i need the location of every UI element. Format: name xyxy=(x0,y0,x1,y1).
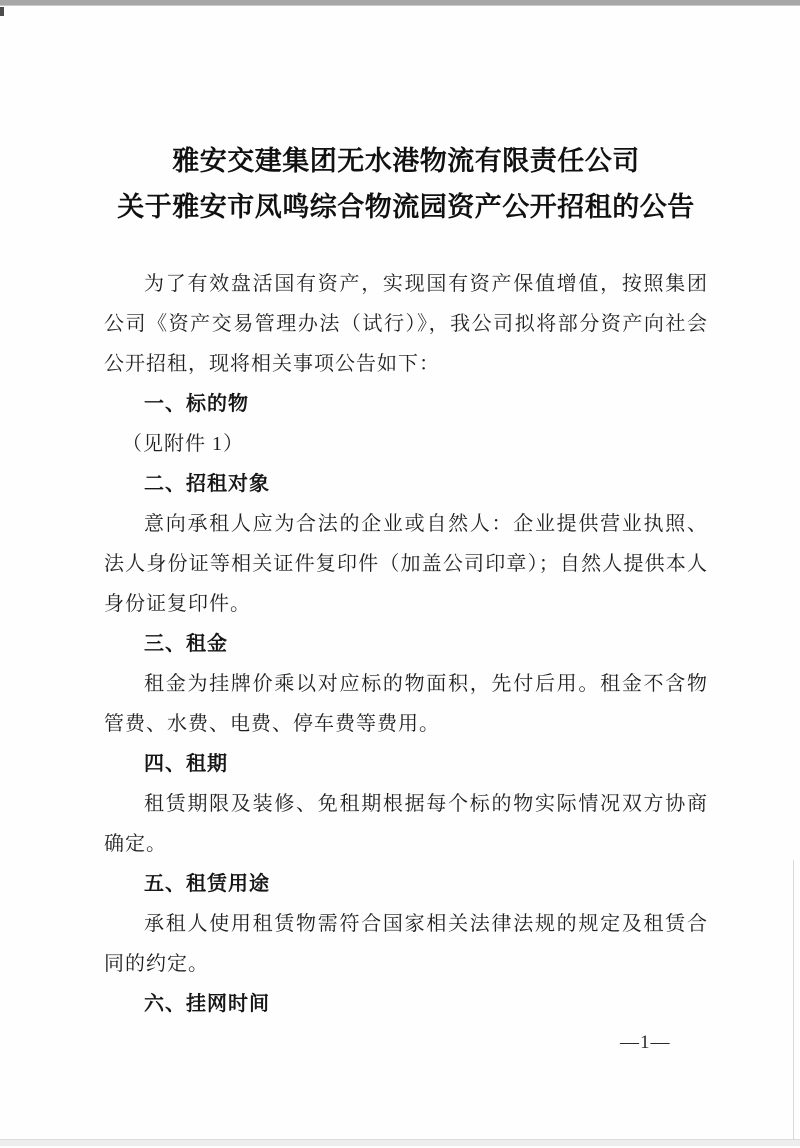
document-body xyxy=(104,138,708,1024)
section-body-2-tenant-eligibility: 意向承租人应为合法的企业或自然人：企业提供营业执照、法人身份证等相关证件复印件（加盖公司印章）；自然人提供本人身份证复印件。 xyxy=(104,513,708,615)
section-heading-1-subject: 一、标的物 xyxy=(144,393,249,415)
title-line-2: 关于雅安市凤鸣综合物流园资产公开招租的公告 xyxy=(117,192,695,222)
page-number: —1— xyxy=(620,1032,671,1053)
section-body-5-lease-use: 承租人使用租赁物需符合国家相关法律法规的规定及租赁合同的约定。 xyxy=(104,913,708,975)
scan-artifact-left-notch xyxy=(0,7,4,16)
document-title xyxy=(104,138,708,230)
announcement-text xyxy=(104,264,708,1024)
section-body-4-lease-term: 租赁期限及装修、免租期根据每个标的物实际情况双方协商确定。 xyxy=(104,793,708,855)
section-heading-3-rent: 三、租金 xyxy=(144,633,228,655)
intro-paragraph: 为了有效盘活国有资产，实现国有资产保值增值，按照集团公司《资产交易管理办法（试行）》，我公司拟将部分资产向社会公开招租，现将相关事项公告如下： xyxy=(104,273,708,375)
section-body-1-attachment-reference: （见附件 1） xyxy=(122,433,244,455)
scan-artifact-bottom-strip xyxy=(0,1139,800,1146)
section-heading-4-lease-term: 四、租期 xyxy=(144,753,228,775)
section-heading-6-listing-time: 六、挂网时间 xyxy=(144,993,270,1015)
scan-artifact-right-line xyxy=(793,860,794,1140)
scan-artifact-top-strip xyxy=(0,0,800,6)
title-line-1: 雅安交建集团无水港物流有限责任公司 xyxy=(172,146,640,176)
section-body-3-rent: 租金为挂牌价乘以对应标的物面积，先付后用。租金不含物管费、水费、电费、停车费等费用。 xyxy=(104,673,708,735)
section-heading-2-tenant-eligibility: 二、招租对象 xyxy=(144,473,270,495)
section-heading-5-lease-use: 五、租赁用途 xyxy=(144,873,270,895)
